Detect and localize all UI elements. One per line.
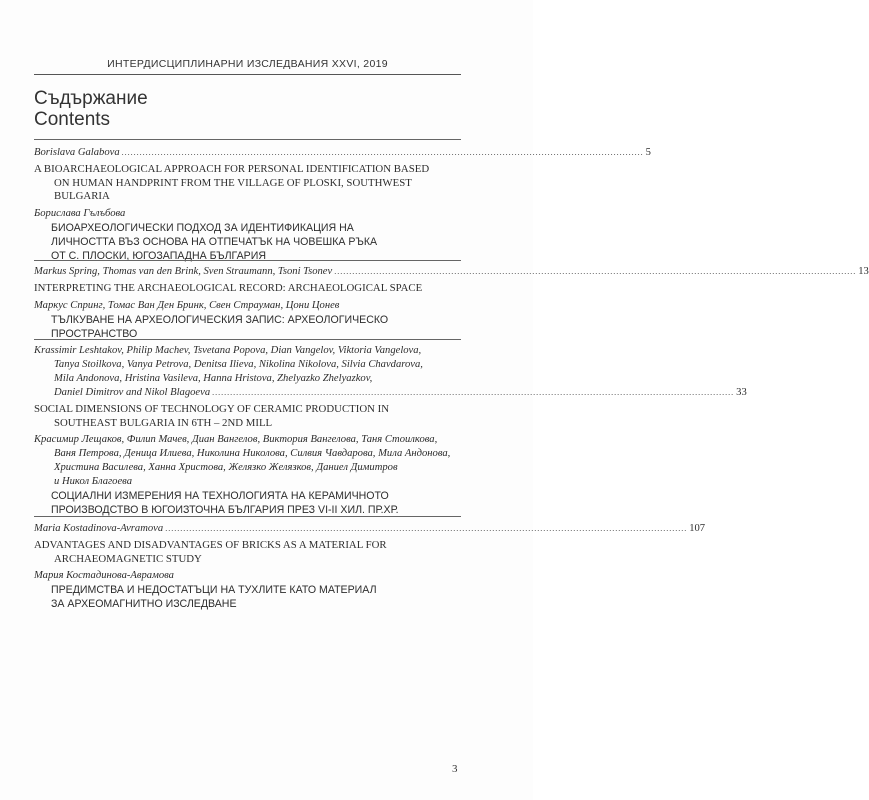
entry-authors: Markus Spring, Thomas van den Brink, Sven Straumann, Tsoni Tsonev .............................................................................................................................................................................. 13 (34, 266, 869, 277)
entry-authors: Maria Kostadinova-Avramova .............................................................................................................................................................................. 107 (34, 523, 706, 534)
toc-entry[interactable] (34, 146, 651, 263)
entry-authors-bg: Мария Костадинова-Аврамова (34, 570, 174, 582)
entry-page-number: 33 (736, 387, 747, 398)
entry-title-en: ADVANTAGES AND DISADVANTAGES OF BRICKS AS A MATERIAL FOR ARCHAEOMAGNETIC STUDY (34, 539, 387, 565)
entry-title-bg: СОЦИАЛНИ ИЗМЕРЕНИЯ НА ТЕХНОЛОГИЯТА НА КЕРАМИЧНОТО ПРОИЗВОДСТВО В ЮГОИЗТОЧНА БЪЛГАРИЯ ПРЕЗ VI-II ХИЛ. ПР.ХР. (51, 490, 399, 517)
entry-authors: Krassimir Leshtakov, Philip Machev, Tsvetana Popova, Dian Vangelov, Viktoria Vangelova, Tanya Stoilkova, Vanya Petrova, Denitsa Ilieva, Nikolina Nikolova, Silvia Chavdarova, Mila Andonova, Hristina Vasileva, Hanna Hristova, Zhelyazko Zhelyazkov, Daniel Dimitrov and Nikol Blagoeva .............................................................................................................................................................................. 33 (34, 345, 747, 398)
entry-authors: Borislava Galabova .............................................................................................................................................................................. 5 (34, 147, 651, 158)
entry-title-en: INTERPRETING THE ARCHAEOLOGICAL RECORD: ARCHAEOLOGICAL SPACE (34, 282, 423, 294)
toc-title-bg: Съдържание (34, 88, 148, 109)
header-rule (34, 74, 461, 75)
entry-page-number: 107 (689, 523, 706, 534)
toc-entry[interactable] (34, 522, 706, 612)
entry-authors-bg: Маркус Спринг, Томас Ван Ден Бринк, Свен Страуман, Цони Цонев (34, 299, 340, 311)
entry-rule (34, 260, 461, 261)
dot-leader: .............................................................................................................................................................................. (165, 524, 688, 533)
entry-title-en: A BIOARCHAEOLOGICAL APPROACH FOR PERSONAL IDENTIFICATION BASED ON HUMAN HANDPRINT FROM THE VILLAGE OF PLOSKI, SOUTHWEST BULGARIA (34, 163, 430, 203)
entry-rule (34, 339, 461, 340)
toc-title-en: Contents (34, 109, 111, 130)
dot-leader: .............................................................................................................................................................................. (212, 388, 735, 397)
entry-title-bg: БИОАРХЕОЛОГИЧЕСКИ ПОДХОД ЗА ИДЕНТИФИКАЦИЯ НА ЛИЧНОСТТА ВЪЗ ОСНОВА НА ОТПЕЧАТЪК НА ЧОВЕШКА РЪКА ОТ С. ПЛОСКИ, ЮГОЗАПАДНА БЪЛГАРИЯ (51, 221, 378, 263)
entry-title-en: SOCIAL DIMENSIONS OF TECHNOLOGY OF CERAMIC PRODUCTION IN SOUTHEAST BULGARIA IN 6TH – 2ND MILL (34, 403, 390, 429)
entry-authors-bg: Борислава Гълъбова (34, 207, 126, 219)
toc-entry[interactable] (34, 265, 869, 341)
entry-title-bg: ПРЕДИМСТВА И НЕДОСТАТЪЦИ НА ТУХЛИТЕ КАТО МАТЕРИАЛ ЗА АРХЕОМАГНИТНО ИЗСЛЕДВАНЕ (51, 584, 377, 611)
page-number: 3 (452, 763, 458, 775)
dot-leader: .............................................................................................................................................................................. (121, 148, 644, 157)
toc-heading (34, 88, 148, 130)
running-header: ИНТЕРДИСЦИПЛИНАРНИ ИЗСЛЕДВАНИЯ XXVI, 2019 (107, 58, 388, 70)
toc-entry[interactable] (34, 344, 747, 518)
entry-title-bg: ТЪЛКУВАНЕ НА АРХЕОЛОГИЧЕСКИЯ ЗАПИС: АРХЕОЛОГИЧЕСКО ПРОСТРАНСТВО (51, 313, 389, 340)
dot-leader: .............................................................................................................................................................................. (334, 267, 857, 276)
entry-page-number: 13 (858, 266, 869, 277)
entry-page-number: 5 (645, 147, 651, 158)
entry-rule (34, 139, 461, 140)
entry-authors-bg: Красимир Лещаков, Филип Мачев, Диан Вангелов, Виктория Вангелова, Таня Стоилкова, Ваня Петрова, Деница Илиева, Николина Николова, Силвия Чавдарова, Мила Андонова, Христина Василева, Ханна Христова, Желязко Желязков, Даниел Димитров и Никол Благоева (34, 434, 451, 488)
entry-rule (34, 516, 461, 517)
